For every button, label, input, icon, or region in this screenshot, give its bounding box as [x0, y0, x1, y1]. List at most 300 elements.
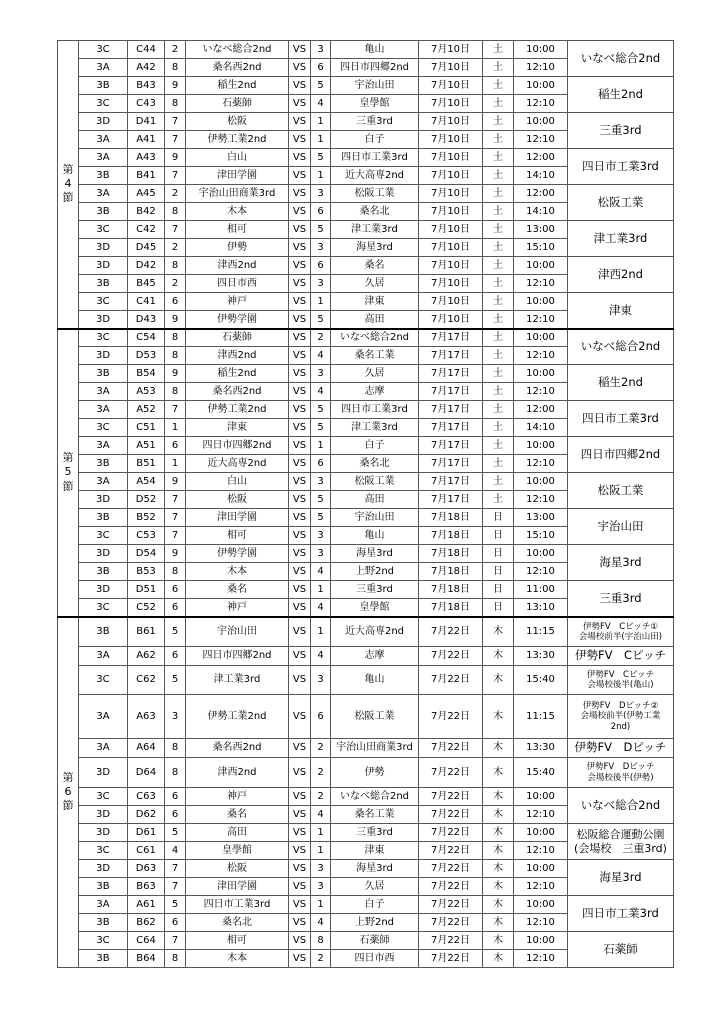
- match-code-cell: A64: [128, 739, 165, 758]
- division-cell: 3B: [79, 617, 128, 647]
- vs-cell: VS: [289, 59, 311, 77]
- weekday-cell: 土: [483, 41, 514, 59]
- division-cell: 3D: [79, 491, 128, 509]
- vs-cell: VS: [289, 647, 311, 666]
- away-team-cell: 上野2nd: [331, 563, 419, 581]
- away-number-cell: 4: [311, 806, 331, 824]
- home-number-cell: 7: [165, 932, 186, 950]
- kickoff-time-cell: 10:00: [514, 77, 568, 95]
- kickoff-time-cell: 10:00: [514, 473, 568, 491]
- home-team-cell: 木本: [186, 563, 289, 581]
- away-number-cell: 4: [311, 347, 331, 365]
- away-team-cell: 近大高専2nd: [331, 617, 419, 647]
- kickoff-time-cell: 13:00: [514, 221, 568, 239]
- weekday-cell: 木: [483, 617, 514, 647]
- date-cell: 7月18日: [419, 599, 483, 617]
- away-team-cell: 三重3rd: [331, 581, 419, 599]
- section-label-text: 第4節: [62, 162, 74, 205]
- home-number-cell: 7: [165, 860, 186, 878]
- weekday-cell: 日: [483, 581, 514, 599]
- home-number-cell: 7: [165, 509, 186, 527]
- away-team-cell: 松阪工業: [331, 185, 419, 203]
- kickoff-time-cell: 12:10: [514, 311, 568, 329]
- home-number-cell: 8: [165, 95, 186, 113]
- weekday-cell: 土: [483, 275, 514, 293]
- away-team-cell: 四日市西: [331, 950, 419, 968]
- date-cell: 7月17日: [419, 455, 483, 473]
- away-team-cell: 久居: [331, 878, 419, 896]
- match-code-cell: C41: [128, 293, 165, 311]
- home-number-cell: 8: [165, 758, 186, 788]
- division-cell: 3A: [79, 59, 128, 77]
- date-cell: 7月10日: [419, 167, 483, 185]
- division-cell: 3B: [79, 167, 128, 185]
- weekday-cell: 土: [483, 95, 514, 113]
- vs-cell: VS: [289, 401, 311, 419]
- home-team-cell: 津西2nd: [186, 257, 289, 275]
- home-number-cell: 8: [165, 739, 186, 758]
- away-team-cell: 志摩: [331, 383, 419, 401]
- away-team-cell: 亀山: [331, 666, 419, 695]
- away-number-cell: 8: [311, 932, 331, 950]
- match-code-cell: D41: [128, 113, 165, 131]
- away-team-cell: 白子: [331, 896, 419, 914]
- away-team-cell: 宇治山田: [331, 509, 419, 527]
- home-number-cell: 8: [165, 950, 186, 968]
- home-number-cell: 8: [165, 563, 186, 581]
- date-cell: 7月10日: [419, 77, 483, 95]
- weekday-cell: 土: [483, 329, 514, 347]
- date-cell: 7月22日: [419, 914, 483, 932]
- division-cell: 3D: [79, 824, 128, 842]
- away-number-cell: 5: [311, 77, 331, 95]
- table-row: [58, 473, 674, 491]
- away-team-cell: 桑名北: [331, 455, 419, 473]
- away-number-cell: 4: [311, 95, 331, 113]
- match-code-cell: A43: [128, 149, 165, 167]
- kickoff-time-cell: 10:00: [514, 545, 568, 563]
- venue-cell: 三重3rd: [568, 581, 674, 617]
- away-team-cell: 亀山: [331, 527, 419, 545]
- weekday-cell: 土: [483, 419, 514, 437]
- away-team-cell: いなべ総合2nd: [331, 329, 419, 347]
- weekday-cell: 土: [483, 167, 514, 185]
- home-number-cell: 7: [165, 491, 186, 509]
- table-row: [58, 113, 674, 131]
- division-cell: 3A: [79, 437, 128, 455]
- away-team-cell: 四日市工業3rd: [331, 149, 419, 167]
- home-team-cell: 木本: [186, 950, 289, 968]
- venue-cell: いなべ総合2nd: [568, 41, 674, 77]
- kickoff-time-cell: 10:00: [514, 365, 568, 383]
- match-code-cell: D51: [128, 581, 165, 599]
- home-number-cell: 5: [165, 617, 186, 647]
- weekday-cell: 日: [483, 545, 514, 563]
- date-cell: 7月22日: [419, 617, 483, 647]
- vs-cell: VS: [289, 788, 311, 806]
- division-cell: 3B: [79, 203, 128, 221]
- venue-cell: 津工業3rd: [568, 221, 674, 257]
- kickoff-time-cell: 10:00: [514, 788, 568, 806]
- venue-cell: 石薬師: [568, 932, 674, 968]
- date-cell: 7月17日: [419, 419, 483, 437]
- weekday-cell: 木: [483, 788, 514, 806]
- away-number-cell: 3: [311, 860, 331, 878]
- date-cell: 7月17日: [419, 329, 483, 347]
- vs-cell: VS: [289, 203, 311, 221]
- division-cell: 3D: [79, 860, 128, 878]
- vs-cell: VS: [289, 896, 311, 914]
- date-cell: 7月10日: [419, 59, 483, 77]
- kickoff-time-cell: 12:00: [514, 401, 568, 419]
- home-number-cell: 8: [165, 59, 186, 77]
- away-number-cell: 1: [311, 437, 331, 455]
- date-cell: 7月22日: [419, 788, 483, 806]
- table-row: [58, 401, 674, 419]
- home-number-cell: 8: [165, 257, 186, 275]
- division-cell: 3C: [79, 599, 128, 617]
- match-code-cell: B64: [128, 950, 165, 968]
- vs-cell: VS: [289, 437, 311, 455]
- away-number-cell: 3: [311, 41, 331, 59]
- weekday-cell: 木: [483, 896, 514, 914]
- table-row: [58, 149, 674, 167]
- home-team-cell: 四日市四郷2nd: [186, 437, 289, 455]
- away-number-cell: 1: [311, 896, 331, 914]
- away-team-cell: いなべ総合2nd: [331, 788, 419, 806]
- match-code-cell: C42: [128, 221, 165, 239]
- away-number-cell: 5: [311, 401, 331, 419]
- home-team-cell: 津田学園: [186, 878, 289, 896]
- home-team-cell: 近大高専2nd: [186, 455, 289, 473]
- home-number-cell: 9: [165, 311, 186, 329]
- away-number-cell: 3: [311, 878, 331, 896]
- vs-cell: VS: [289, 563, 311, 581]
- division-cell: 3B: [79, 365, 128, 383]
- section-label-text: 第6節: [62, 770, 74, 813]
- division-cell: 3D: [79, 257, 128, 275]
- weekday-cell: 木: [483, 806, 514, 824]
- venue-cell: 伊勢FV Dピッチ 会場校後半(伊勢): [568, 758, 674, 788]
- date-cell: 7月10日: [419, 293, 483, 311]
- home-number-cell: 7: [165, 221, 186, 239]
- away-team-cell: 四日市四郷2nd: [331, 59, 419, 77]
- vs-cell: VS: [289, 95, 311, 113]
- kickoff-time-cell: 15:10: [514, 239, 568, 257]
- table-row: [58, 221, 674, 239]
- home-number-cell: 1: [165, 455, 186, 473]
- kickoff-time-cell: 12:10: [514, 563, 568, 581]
- home-number-cell: 5: [165, 824, 186, 842]
- match-code-cell: B52: [128, 509, 165, 527]
- match-code-cell: D61: [128, 824, 165, 842]
- kickoff-time-cell: 12:10: [514, 491, 568, 509]
- away-number-cell: 6: [311, 203, 331, 221]
- home-number-cell: 7: [165, 401, 186, 419]
- home-team-cell: 津田学園: [186, 509, 289, 527]
- match-schedule-table: [57, 40, 674, 968]
- date-cell: 7月22日: [419, 739, 483, 758]
- away-number-cell: 5: [311, 311, 331, 329]
- table-row: [58, 647, 674, 666]
- away-team-cell: 皇學館: [331, 95, 419, 113]
- kickoff-time-cell: 10:00: [514, 860, 568, 878]
- vs-cell: VS: [289, 347, 311, 365]
- division-cell: 3B: [79, 275, 128, 293]
- kickoff-time-cell: 14:10: [514, 419, 568, 437]
- weekday-cell: 日: [483, 599, 514, 617]
- home-team-cell: 高田: [186, 824, 289, 842]
- away-team-cell: 石薬師: [331, 932, 419, 950]
- date-cell: 7月17日: [419, 437, 483, 455]
- division-cell: 3C: [79, 221, 128, 239]
- table-row: [58, 437, 674, 455]
- away-number-cell: 1: [311, 131, 331, 149]
- home-team-cell: 稲生2nd: [186, 365, 289, 383]
- away-number-cell: 1: [311, 824, 331, 842]
- vs-cell: VS: [289, 41, 311, 59]
- weekday-cell: 木: [483, 647, 514, 666]
- date-cell: 7月22日: [419, 842, 483, 860]
- away-number-cell: 5: [311, 491, 331, 509]
- home-team-cell: いなべ総合2nd: [186, 41, 289, 59]
- division-cell: 3D: [79, 311, 128, 329]
- home-team-cell: 相可: [186, 221, 289, 239]
- away-number-cell: 6: [311, 695, 331, 739]
- date-cell: 7月10日: [419, 41, 483, 59]
- division-cell: 3B: [79, 950, 128, 968]
- home-team-cell: 松阪: [186, 113, 289, 131]
- home-team-cell: 稲生2nd: [186, 77, 289, 95]
- match-code-cell: A42: [128, 59, 165, 77]
- away-number-cell: 3: [311, 545, 331, 563]
- home-number-cell: 8: [165, 347, 186, 365]
- venue-cell: 松阪工業: [568, 185, 674, 221]
- away-number-cell: 6: [311, 59, 331, 77]
- weekday-cell: 土: [483, 347, 514, 365]
- away-number-cell: 2: [311, 329, 331, 347]
- table-row: [58, 932, 674, 950]
- venue-cell: 四日市工業3rd: [568, 401, 674, 437]
- vs-cell: VS: [289, 842, 311, 860]
- table-row: [58, 695, 674, 739]
- vs-cell: VS: [289, 599, 311, 617]
- match-code-cell: C53: [128, 527, 165, 545]
- weekday-cell: 土: [483, 473, 514, 491]
- match-code-cell: A52: [128, 401, 165, 419]
- home-number-cell: 6: [165, 293, 186, 311]
- match-code-cell: A62: [128, 647, 165, 666]
- section-label: [58, 41, 79, 329]
- away-number-cell: 4: [311, 383, 331, 401]
- home-number-cell: 6: [165, 581, 186, 599]
- vs-cell: VS: [289, 950, 311, 968]
- away-number-cell: 6: [311, 455, 331, 473]
- home-number-cell: 6: [165, 788, 186, 806]
- weekday-cell: 土: [483, 239, 514, 257]
- match-code-cell: A63: [128, 695, 165, 739]
- division-cell: 3B: [79, 914, 128, 932]
- home-number-cell: 9: [165, 365, 186, 383]
- date-cell: 7月22日: [419, 878, 483, 896]
- match-code-cell: C54: [128, 329, 165, 347]
- division-cell: 3B: [79, 509, 128, 527]
- kickoff-time-cell: 11:15: [514, 617, 568, 647]
- home-number-cell: 2: [165, 275, 186, 293]
- home-number-cell: 9: [165, 473, 186, 491]
- match-code-cell: C43: [128, 95, 165, 113]
- away-number-cell: 4: [311, 563, 331, 581]
- away-team-cell: 宇治山田: [331, 77, 419, 95]
- home-number-cell: 5: [165, 896, 186, 914]
- home-team-cell: 白山: [186, 473, 289, 491]
- venue-cell: 伊勢FV Cピッチ: [568, 647, 674, 666]
- home-number-cell: 6: [165, 437, 186, 455]
- date-cell: 7月18日: [419, 563, 483, 581]
- match-code-cell: B53: [128, 563, 165, 581]
- venue-cell: 伊勢FV Cピッチ① 会場校前半(宇治山田): [568, 617, 674, 647]
- vs-cell: VS: [289, 617, 311, 647]
- match-code-cell: C62: [128, 666, 165, 695]
- division-cell: 3A: [79, 383, 128, 401]
- table-row: [58, 581, 674, 599]
- vs-cell: VS: [289, 329, 311, 347]
- section-label: [58, 329, 79, 617]
- division-cell: 3D: [79, 581, 128, 599]
- match-code-cell: B43: [128, 77, 165, 95]
- away-number-cell: 1: [311, 617, 331, 647]
- kickoff-time-cell: 13:30: [514, 647, 568, 666]
- home-number-cell: 7: [165, 131, 186, 149]
- away-team-cell: 津工業3rd: [331, 221, 419, 239]
- table-row: [58, 365, 674, 383]
- match-code-cell: C63: [128, 788, 165, 806]
- table-row: [58, 185, 674, 203]
- kickoff-time-cell: 12:10: [514, 59, 568, 77]
- kickoff-time-cell: 12:10: [514, 806, 568, 824]
- venue-cell: 松阪工業: [568, 473, 674, 509]
- match-code-cell: B62: [128, 914, 165, 932]
- weekday-cell: 日: [483, 509, 514, 527]
- match-code-cell: D64: [128, 758, 165, 788]
- match-code-cell: D45: [128, 239, 165, 257]
- weekday-cell: 日: [483, 527, 514, 545]
- vs-cell: VS: [289, 167, 311, 185]
- date-cell: 7月10日: [419, 131, 483, 149]
- date-cell: 7月10日: [419, 275, 483, 293]
- table-row: [58, 41, 674, 59]
- match-code-cell: D53: [128, 347, 165, 365]
- home-number-cell: 6: [165, 914, 186, 932]
- away-team-cell: 津東: [331, 842, 419, 860]
- home-team-cell: 相可: [186, 527, 289, 545]
- kickoff-time-cell: 11:00: [514, 581, 568, 599]
- venue-cell: 宇治山田: [568, 509, 674, 545]
- home-team-cell: 津西2nd: [186, 758, 289, 788]
- kickoff-time-cell: 10:00: [514, 896, 568, 914]
- home-number-cell: 2: [165, 239, 186, 257]
- date-cell: 7月10日: [419, 149, 483, 167]
- weekday-cell: 土: [483, 257, 514, 275]
- kickoff-time-cell: 13:10: [514, 599, 568, 617]
- match-code-cell: A53: [128, 383, 165, 401]
- venue-cell: 津西2nd: [568, 257, 674, 293]
- vs-cell: VS: [289, 695, 311, 739]
- home-team-cell: 津西2nd: [186, 347, 289, 365]
- table-row: [58, 739, 674, 758]
- table-row: [58, 617, 674, 647]
- weekday-cell: 木: [483, 950, 514, 968]
- division-cell: 3A: [79, 695, 128, 739]
- kickoff-time-cell: 14:10: [514, 203, 568, 221]
- weekday-cell: 土: [483, 113, 514, 131]
- division-cell: 3D: [79, 113, 128, 131]
- weekday-cell: 木: [483, 695, 514, 739]
- weekday-cell: 木: [483, 932, 514, 950]
- vs-cell: VS: [289, 131, 311, 149]
- weekday-cell: 木: [483, 739, 514, 758]
- match-code-cell: D63: [128, 860, 165, 878]
- away-team-cell: 久居: [331, 275, 419, 293]
- away-number-cell: 2: [311, 788, 331, 806]
- home-team-cell: 石薬師: [186, 95, 289, 113]
- date-cell: 7月18日: [419, 545, 483, 563]
- weekday-cell: 土: [483, 131, 514, 149]
- kickoff-time-cell: 12:10: [514, 914, 568, 932]
- vs-cell: VS: [289, 491, 311, 509]
- venue-cell: 四日市工業3rd: [568, 149, 674, 185]
- home-team-cell: 四日市工業3rd: [186, 896, 289, 914]
- home-team-cell: 津工業3rd: [186, 666, 289, 695]
- match-code-cell: A51: [128, 437, 165, 455]
- home-number-cell: 8: [165, 383, 186, 401]
- table-row: [58, 666, 674, 695]
- kickoff-time-cell: 12:10: [514, 95, 568, 113]
- kickoff-time-cell: 15:10: [514, 527, 568, 545]
- weekday-cell: 土: [483, 437, 514, 455]
- home-team-cell: 伊勢工業2nd: [186, 401, 289, 419]
- home-team-cell: 神戸: [186, 293, 289, 311]
- vs-cell: VS: [289, 758, 311, 788]
- division-cell: 3C: [79, 329, 128, 347]
- vs-cell: VS: [289, 824, 311, 842]
- vs-cell: VS: [289, 311, 311, 329]
- division-cell: 3B: [79, 878, 128, 896]
- venue-cell: いなべ総合2nd: [568, 788, 674, 824]
- away-team-cell: 桑名工業: [331, 347, 419, 365]
- division-cell: 3C: [79, 293, 128, 311]
- weekday-cell: 木: [483, 914, 514, 932]
- home-team-cell: 松阪: [186, 491, 289, 509]
- venue-cell: 三重3rd: [568, 113, 674, 149]
- vs-cell: VS: [289, 509, 311, 527]
- match-code-cell: B61: [128, 617, 165, 647]
- away-number-cell: 3: [311, 473, 331, 491]
- date-cell: 7月22日: [419, 950, 483, 968]
- kickoff-time-cell: 12:10: [514, 131, 568, 149]
- away-team-cell: 松阪工業: [331, 695, 419, 739]
- venue-cell: 伊勢FV Dピッチ② 会場校前半(伊勢工業 2nd): [568, 695, 674, 739]
- date-cell: 7月10日: [419, 239, 483, 257]
- home-team-cell: 津東: [186, 419, 289, 437]
- date-cell: 7月17日: [419, 383, 483, 401]
- match-code-cell: B51: [128, 455, 165, 473]
- home-team-cell: 神戸: [186, 599, 289, 617]
- table-row: [58, 293, 674, 311]
- weekday-cell: 木: [483, 860, 514, 878]
- table-row: [58, 77, 674, 95]
- vs-cell: VS: [289, 365, 311, 383]
